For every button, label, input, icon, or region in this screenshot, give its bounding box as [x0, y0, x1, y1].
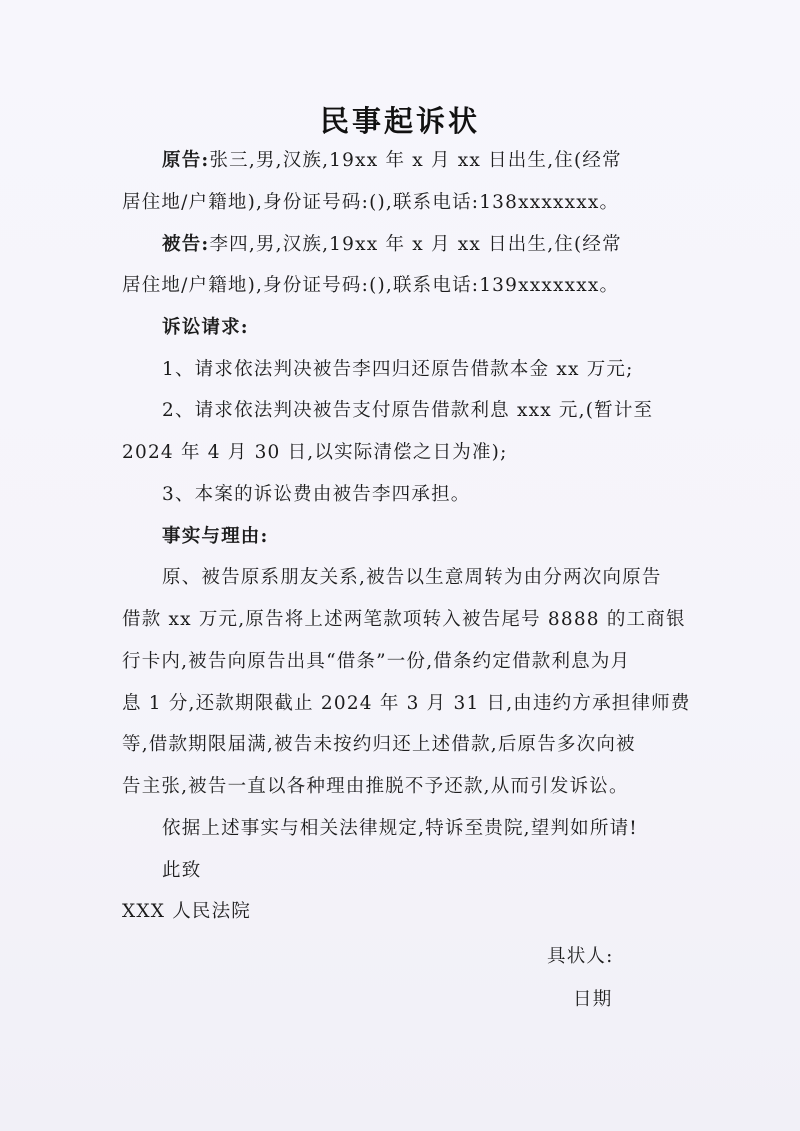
date-label: 日期 [573, 989, 613, 1010]
facts-line-5: 等,借款期限届满,被告未按约归还上述借款,后原告多次向被 [122, 734, 636, 755]
signer-label: 具状人: [547, 946, 614, 967]
claims-heading: 诉讼请求: [162, 317, 249, 338]
defendant-line-1 [162, 233, 692, 257]
plaintiff-text-1: 张三,男,汉族,19xx 年 x 月 xx 日出生,住(经常 [209, 150, 622, 171]
facts-line-3: 行卡内,被告向原告出具“借条”一份,借条约定借款利息为月 [122, 651, 631, 672]
court-name: XXX 人民法院 [122, 901, 251, 922]
defendant-line-2: 居住地/户籍地),身份证号码:(),联系电话:139xxxxxxx。 [122, 275, 620, 296]
plaintiff-label: 原告: [162, 150, 210, 171]
facts-line-1: 原、被告原系朋友关系,被告以生意周转为由分两次向原告 [162, 567, 662, 588]
closing-request: 依据上述事实与相关法律规定,特诉至贵院,望判如所请! [162, 818, 638, 839]
defendant-text-1: 李四,男,汉族,19xx 年 x 月 xx 日出生,住(经常 [209, 234, 622, 255]
document-title: 民事起诉状 [319, 104, 480, 138]
closing-salutation: 此致 [162, 860, 202, 881]
facts-line-4: 息 1 分,还款期限截止 2024 年 3 月 31 日,由违约方承担律师费 [122, 693, 691, 714]
claim-item-1: 1、请求依法判决被告李四归还原告借款本金 xx 万元; [162, 359, 634, 380]
facts-line-6: 告主张,被告一直以各种理由推脱不予还款,从而引发诉讼。 [122, 776, 629, 797]
facts-heading: 事实与理由: [162, 526, 269, 547]
claim-item-2-line-2: 2024 年 4 月 30 日,以实际清偿之日为准); [122, 442, 508, 463]
defendant-label: 被告: [162, 234, 210, 255]
plaintiff-line-1 [162, 149, 692, 173]
claim-item-2-line-1: 2、请求依法判决被告支付原告借款利息 xxx 元,(暂计至 [162, 400, 654, 421]
plaintiff-line-2: 居住地/户籍地),身份证号码:(),联系电话:138xxxxxxx。 [122, 192, 620, 213]
claim-item-3: 3、本案的诉讼费由被告李四承担。 [162, 484, 471, 505]
facts-line-2: 借款 xx 万元,原告将上述两笔款项转入被告尾号 8888 的工商银 [122, 609, 686, 630]
